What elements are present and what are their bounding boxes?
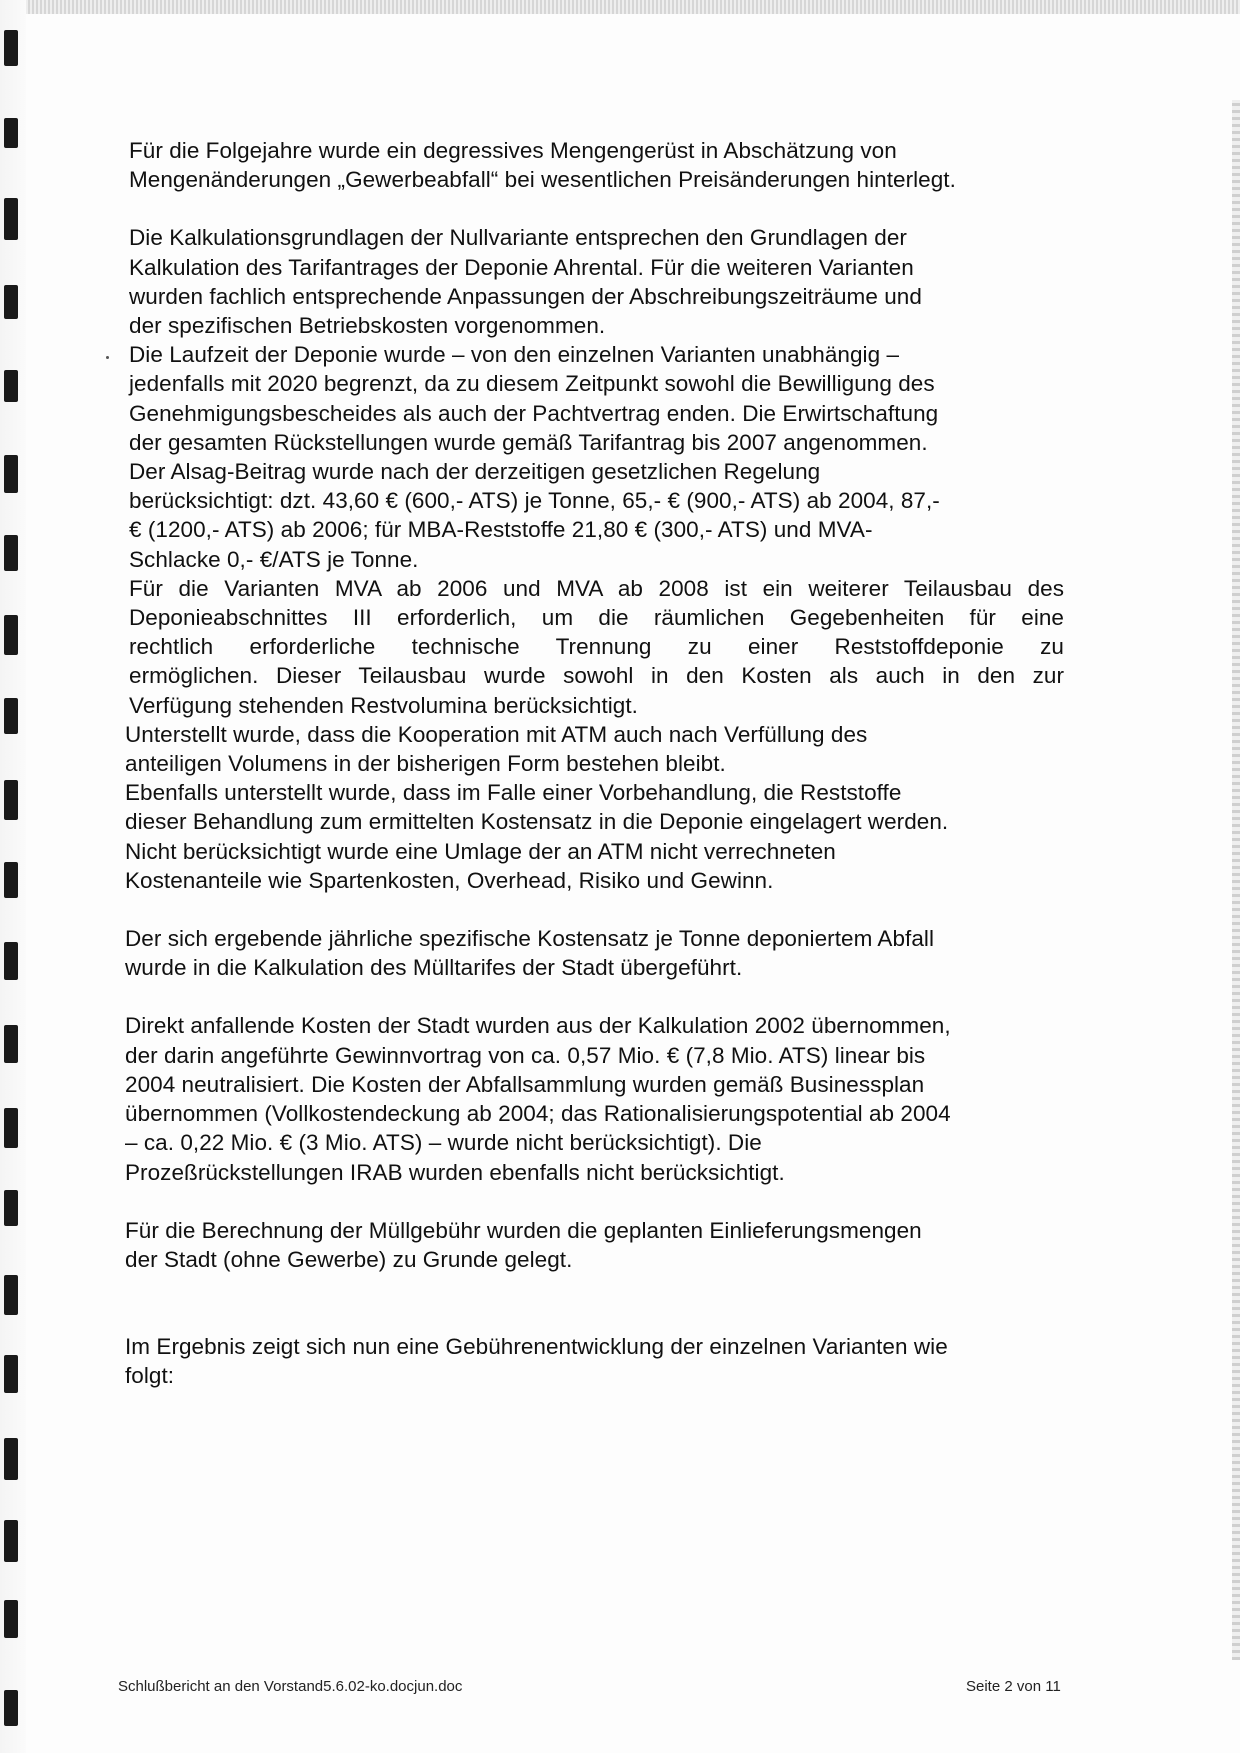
text-line: Der Alsag-Beitrag wurde nach der derzeitigen gesetzlichen Regelung [129, 459, 821, 485]
footer-page-number: Seite 2 von 11 [966, 1678, 1061, 1695]
paragraph-kostensatz [118, 924, 1118, 982]
text-line: Für die Varianten MVA ab 2006 und MVA ab 2008 ist ein weiterer Teilausbau des [129, 575, 1064, 601]
text-line: Im Ergebnis zeigt sich nun eine Gebührenentwicklung der einzelnen Varianten wie [125, 1334, 948, 1360]
paragraph-folgejahre [118, 136, 1118, 194]
text-line: Unterstellt wurde, dass die Kooperation mit ATM auch nach Verfüllung des [125, 721, 868, 747]
paragraph-kalkulationsgrundlagen [118, 223, 1118, 719]
text-line: Direkt anfallende Kosten der Stadt wurden aus der Kalkulation 2002 übernommen, [125, 1013, 951, 1039]
body-text [118, 136, 1118, 1391]
text-line: Kostenanteile wie Spartenkosten, Overhead, Risiko und Gewinn. [125, 867, 774, 893]
text-line: 2004 neutralisiert. Die Kosten der Abfallsammlung wurden gemäß Businessplan [125, 1071, 925, 1097]
text-line: Schlacke 0,- €/ATS je Tonne. [129, 546, 419, 572]
binding-hole [4, 862, 18, 898]
text-line: Verfügung stehenden Restvolumina berücksichtigt. [129, 692, 638, 718]
paragraph-ergebnis [118, 1332, 1118, 1390]
binding-hole [4, 942, 18, 980]
binding-hole [4, 780, 18, 820]
text-line: € (1200,- ATS) ab 2006; für MBA-Reststoffe 21,80 € (300,- ATS) und MVA- [129, 517, 873, 543]
binding-hole [4, 1600, 18, 1638]
binding-hole [4, 1025, 18, 1063]
binding-edge [0, 0, 26, 1753]
text-line: dieser Behandlung zum ermittelten Kostensatz in die Deponie eingelagert werden. [125, 809, 949, 835]
text-line: übernommen (Vollkostendeckung ab 2004; das Rationalisierungspotential ab 2004 [125, 1101, 951, 1127]
binding-hole [4, 118, 18, 148]
text-line: Die Kalkulationsgrundlagen der Nullvariante entsprechen den Grundlagen der [129, 225, 907, 251]
binding-hole [4, 30, 18, 66]
binding-hole [4, 1108, 18, 1148]
text-line: wurde in die Kalkulation des Mülltarifes der Stadt übergeführt. [125, 955, 743, 981]
binding-hole [4, 285, 18, 319]
paragraph-unterstellt [118, 720, 1118, 895]
text-line: der Stadt (ohne Gewerbe) zu Grunde gelegt. [125, 1246, 573, 1272]
text-line: anteiligen Volumens in der bisherigen Form bestehen bleibt. [125, 751, 726, 777]
text-line: der gesamten Rückstellungen wurde gemäß Tarifantrag bis 2007 angenommen. [129, 429, 928, 455]
binding-hole [4, 198, 18, 240]
paragraph-direkte-kosten [118, 1011, 1118, 1186]
binding-hole [4, 1690, 18, 1726]
text-line: Nicht berücksichtigt wurde eine Umlage der an ATM nicht verrechneten [125, 838, 836, 864]
text-line: Die Laufzeit der Deponie wurde – von den einzelnen Varianten unabhängig – [129, 342, 900, 368]
text-line: Für die Folgejahre wurde ein degressives Mengengerüst in Abschätzung von [129, 138, 897, 163]
text-line: Für die Berechnung der Müllgebühr wurden die geplanten Einlieferungsmengen [125, 1217, 922, 1243]
text-line: Genehmigungsbescheides als auch der Pachtvertrag enden. Die Erwirtschaftung [129, 400, 939, 426]
text-line: folgt: [125, 1363, 175, 1389]
binding-hole [4, 370, 18, 402]
text-line: Mengenänderungen „Gewerbeabfall“ bei wesentlichen Preisänderungen hinterlegt. [129, 167, 956, 193]
text-line: ermöglichen. Dieser Teilausbau wurde sowohl in den Kosten als auch in den zur [129, 663, 1064, 689]
binding-hole [4, 1190, 18, 1226]
text-line: jedenfalls mit 2020 begrenzt, da zu diesem Zeitpunkt sowohl die Bewilligung des [129, 371, 935, 397]
scan-speck [106, 356, 109, 359]
binding-hole [4, 455, 18, 493]
text-line: Kalkulation des Tarifantrages der Deponie Ahrental. Für die weiteren Varianten [129, 254, 914, 280]
text-line: – ca. 0,22 Mio. € (3 Mio. ATS) – wurde nicht berücksichtigt). Die [125, 1130, 762, 1156]
binding-hole [4, 615, 18, 655]
text-line: Prozeßrückstellungen IRAB wurden ebenfalls nicht berücksichtigt. [125, 1159, 785, 1185]
binding-hole [4, 1520, 18, 1562]
scan-top-edge [0, 0, 1240, 14]
text-line: wurden fachlich entsprechende Anpassungen der Abschreibungszeiträume und [129, 283, 922, 309]
text-line: berücksichtigt: dzt. 43,60 € (600,- ATS) je Tonne, 65,- € (900,- ATS) ab 2004, 87,- [129, 488, 940, 514]
text-line: der darin angeführte Gewinnvortrag von ca. 0,57 Mio. € (7,8 Mio. ATS) linear bis [125, 1042, 926, 1068]
footer-filename: Schlußbericht an den Vorstand5.6.02-ko.docjun.doc [118, 1678, 463, 1695]
binding-hole [4, 1438, 18, 1480]
text-line: Deponieabschnittes III erforderlich, um die räumlichen Gegebenheiten für eine [129, 605, 1064, 631]
binding-hole [4, 1355, 18, 1393]
binding-hole [4, 1275, 18, 1315]
text-line: Der sich ergebende jährliche spezifische Kostensatz je Tonne deponiertem Abfall [125, 926, 935, 952]
binding-hole [4, 698, 18, 734]
binding-hole [4, 535, 18, 571]
text-line: rechtlich erforderliche technische Trennung zu einer Reststoffdeponie zu [129, 634, 1064, 660]
scan-right-edge [1232, 100, 1240, 1660]
text-line: Ebenfalls unterstellt wurde, dass im Falle einer Vorbehandlung, die Reststoffe [125, 780, 902, 806]
text-line: der spezifischen Betriebskosten vorgenommen. [129, 313, 606, 339]
paragraph-muellgebuehr [118, 1216, 1118, 1274]
